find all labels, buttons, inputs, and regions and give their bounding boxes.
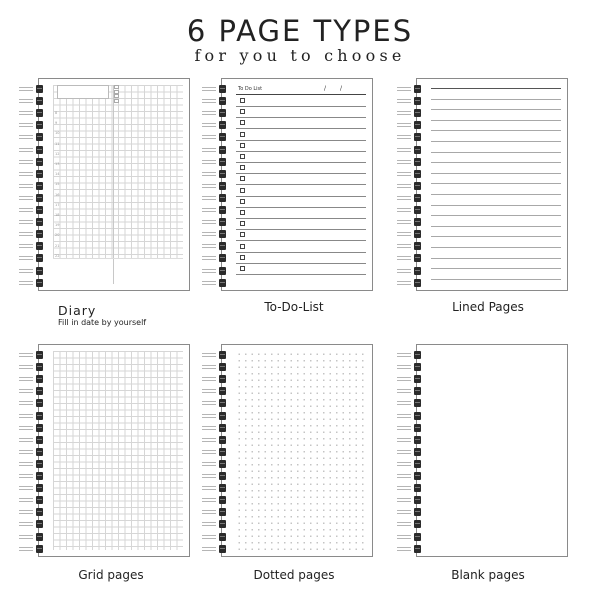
spiral-binding (397, 79, 427, 290)
spiral-ring-icon (19, 496, 49, 504)
spiral-ring-icon (397, 254, 427, 262)
todo-header (236, 85, 366, 95)
spiral-ring-icon (397, 533, 427, 541)
spiral-ring-icon (397, 351, 427, 359)
todo-row (236, 230, 366, 241)
spiral-ring-icon (19, 387, 49, 395)
ruled-line (431, 162, 561, 163)
spiral-ring-icon (19, 182, 49, 190)
spiral-ring-icon (19, 121, 49, 129)
diary-hour-label: 22 (55, 253, 60, 258)
spiral-ring-icon (202, 387, 232, 395)
spiral-ring-icon (202, 496, 232, 504)
todo-row (236, 208, 366, 219)
checkbox-icon (240, 132, 245, 137)
notebook-diary (38, 78, 190, 291)
caption-dotted: Dotted pages (253, 568, 335, 582)
checkbox-icon (240, 199, 245, 204)
caption-blank: Blank pages (451, 568, 525, 582)
notebook-blank (416, 344, 568, 557)
spiral-ring-icon (397, 508, 427, 516)
spiral-ring-icon (202, 242, 232, 250)
spiral-ring-icon (397, 267, 427, 275)
spiral-ring-icon (397, 121, 427, 129)
ruled-line (431, 215, 561, 216)
spiral-ring-icon (397, 206, 427, 214)
diary-hour-label: 8 (55, 111, 58, 115)
notebook-todo (221, 78, 373, 291)
caption-grid: Grid pages (78, 568, 144, 582)
ruled-line (431, 141, 561, 142)
todo-row (236, 152, 366, 163)
diary-divider (113, 85, 114, 284)
checkbox-icon (240, 109, 245, 114)
spiral-ring-icon (19, 533, 49, 541)
diary-hour-label: 17 (55, 202, 60, 207)
spiral-ring-icon (397, 133, 427, 141)
todo-page (236, 85, 366, 284)
ruled-line (431, 152, 561, 153)
ruled-line (431, 268, 561, 269)
spiral-ring-icon (202, 375, 232, 383)
spiral-ring-icon (202, 484, 232, 492)
checkbox-icon (240, 188, 245, 193)
spiral-ring-icon (19, 218, 49, 226)
spiral-ring-icon (202, 85, 232, 93)
checkbox-icon (240, 143, 245, 148)
spiral-ring-icon (202, 218, 232, 226)
diary-hour-label: 19 (55, 223, 60, 228)
spiral-ring-icon (202, 436, 232, 444)
spiral-ring-icon (19, 424, 49, 432)
spiral-ring-icon (397, 85, 427, 93)
spiral-ring-icon (19, 170, 49, 178)
spiral-ring-icon (202, 399, 232, 407)
spiral-ring-icon (19, 279, 49, 287)
spiral-ring-icon (202, 508, 232, 516)
spiral-ring-icon (202, 254, 232, 262)
todo-header-label: To Do List (238, 86, 263, 92)
diary-hour-label: 9 (55, 121, 58, 126)
spiral-ring-icon (397, 460, 427, 468)
spiral-ring-icon (19, 133, 49, 141)
caption-todo: To-Do-List (264, 300, 324, 314)
ruled-line (431, 173, 561, 174)
spiral-ring-icon (202, 460, 232, 468)
spiral-ring-icon (202, 448, 232, 456)
spiral-ring-icon (202, 158, 232, 166)
todo-row (236, 197, 366, 208)
spiral-ring-icon (19, 363, 49, 371)
todo-row (236, 174, 366, 185)
checkbox-icon (240, 244, 245, 249)
spiral-ring-icon (202, 121, 232, 129)
todo-row (236, 141, 366, 152)
spiral-ring-icon (397, 279, 427, 287)
spiral-ring-icon (397, 194, 427, 202)
diary-hour-label: 10 (55, 131, 60, 136)
todo-row (236, 130, 366, 141)
spiral-ring-icon (397, 412, 427, 420)
checkbox-icon (240, 210, 245, 215)
spiral-ring-icon (19, 158, 49, 166)
dotted-page (236, 351, 366, 550)
blank-page (431, 351, 561, 550)
diary-hour-label: 16 (55, 192, 60, 197)
spiral-ring-icon (19, 109, 49, 117)
ruled-line (431, 99, 561, 100)
checkbox-icon (240, 232, 245, 237)
ruled-line (431, 109, 561, 110)
spiral-ring-icon (19, 472, 49, 480)
spiral-ring-icon (202, 545, 232, 553)
spiral-ring-icon (202, 267, 232, 275)
spiral-ring-icon (397, 146, 427, 154)
diary-hour-label: 13 (55, 162, 60, 166)
spiral-ring-icon (202, 363, 232, 371)
ruled-line (431, 183, 561, 184)
caption-lined: Lined Pages (452, 300, 524, 314)
checkbox-icon (240, 165, 245, 170)
spiral-ring-icon (397, 242, 427, 250)
todo-date-marks: / / (324, 85, 348, 92)
spiral-ring-icon (202, 170, 232, 178)
todo-row (236, 242, 366, 253)
diary-notes-area (53, 258, 183, 284)
spiral-ring-icon (397, 496, 427, 504)
todo-row (236, 253, 366, 264)
spiral-ring-icon (202, 206, 232, 214)
todo-row (236, 107, 366, 118)
caption-diary-sublabel: Fill in date by yourself (58, 318, 147, 327)
spiral-ring-icon (397, 520, 427, 528)
spiral-ring-icon (19, 520, 49, 528)
ruled-line (431, 120, 561, 121)
spiral-ring-icon (397, 182, 427, 190)
ruled-line (431, 226, 561, 227)
spiral-ring-icon (202, 520, 232, 528)
spiral-ring-icon (202, 182, 232, 190)
spiral-ring-icon (19, 436, 49, 444)
spiral-binding (19, 79, 49, 290)
spiral-ring-icon (397, 109, 427, 117)
spiral-ring-icon (397, 158, 427, 166)
checkbox-icon (240, 176, 245, 181)
spiral-ring-icon (397, 448, 427, 456)
todo-row (236, 219, 366, 230)
spiral-ring-icon (397, 484, 427, 492)
ruled-line (431, 236, 561, 237)
spiral-ring-icon (397, 363, 427, 371)
spiral-ring-icon (19, 194, 49, 202)
spiral-ring-icon (397, 170, 427, 178)
diary-checkboxes (114, 85, 119, 103)
ruled-line (431, 258, 561, 259)
spiral-ring-icon (19, 448, 49, 456)
spiral-ring-icon (202, 97, 232, 105)
todo-row (236, 264, 366, 275)
todo-row (236, 186, 366, 197)
spiral-ring-icon (19, 146, 49, 154)
spiral-ring-icon (19, 206, 49, 214)
diary-hour-label: 20 (55, 233, 60, 238)
spiral-ring-icon (397, 375, 427, 383)
spiral-ring-icon (397, 218, 427, 226)
spiral-ring-icon (19, 484, 49, 492)
spiral-ring-icon (202, 133, 232, 141)
spiral-ring-icon (202, 109, 232, 117)
lined-page (431, 85, 561, 284)
spiral-ring-icon (397, 399, 427, 407)
spiral-ring-icon (202, 412, 232, 420)
spiral-ring-icon (19, 254, 49, 262)
spiral-ring-icon (397, 97, 427, 105)
notebook-grid (38, 344, 190, 557)
diary-hour-label: 21 (55, 243, 60, 248)
spiral-ring-icon (19, 351, 49, 359)
todo-row (236, 96, 366, 107)
spiral-ring-icon (202, 472, 232, 480)
spiral-ring-icon (19, 230, 49, 238)
spiral-ring-icon (397, 472, 427, 480)
spiral-ring-icon (202, 351, 232, 359)
spiral-ring-icon (397, 424, 427, 432)
spiral-ring-icon (202, 279, 232, 287)
spiral-binding (19, 345, 49, 556)
spiral-ring-icon (19, 412, 49, 420)
spiral-ring-icon (19, 267, 49, 275)
grid-page (53, 351, 183, 550)
notebook-lined (416, 78, 568, 291)
diary-page (53, 85, 183, 284)
checkbox-icon (240, 221, 245, 226)
spiral-ring-icon (397, 230, 427, 238)
spiral-ring-icon (19, 375, 49, 383)
spiral-ring-icon (19, 242, 49, 250)
spiral-binding (202, 345, 232, 556)
spiral-ring-icon (397, 545, 427, 553)
checkbox-icon (240, 255, 245, 260)
spiral-ring-icon (19, 508, 49, 516)
diary-hour-label: 15 (55, 182, 60, 187)
spiral-ring-icon (202, 533, 232, 541)
checkbox-icon (240, 98, 245, 103)
diary-date-box (57, 85, 109, 99)
ruled-line (431, 194, 561, 195)
ruled-line (431, 279, 561, 280)
caption-diary (58, 300, 146, 327)
ruled-line (431, 205, 561, 206)
spiral-ring-icon (202, 194, 232, 202)
diary-hour-label: 14 (55, 172, 60, 177)
checkbox-icon (240, 266, 245, 271)
notebook-dotted (221, 344, 373, 557)
spiral-binding (397, 345, 427, 556)
checkbox-icon (240, 154, 245, 159)
spiral-ring-icon (19, 460, 49, 468)
checkbox-icon (240, 120, 245, 125)
spiral-ring-icon (202, 146, 232, 154)
spiral-ring-icon (19, 399, 49, 407)
spiral-ring-icon (397, 436, 427, 444)
spiral-ring-icon (202, 230, 232, 238)
todo-row (236, 163, 366, 174)
diary-hour-label: 12 (55, 151, 60, 156)
ruled-line (431, 247, 561, 248)
ruled-line (431, 130, 561, 131)
page-title: 6 PAGE TYPES (186, 14, 414, 48)
todo-row (236, 118, 366, 129)
diary-hour-label: 11 (55, 141, 60, 146)
diary-hour-label: 18 (55, 213, 60, 217)
spiral-binding (202, 79, 232, 290)
page-subtitle: for you to choose (194, 46, 406, 65)
spiral-ring-icon (202, 424, 232, 432)
spiral-ring-icon (397, 387, 427, 395)
ruled-line (431, 88, 561, 89)
caption-diary-label: Diary (58, 303, 97, 318)
spiral-ring-icon (19, 97, 49, 105)
spiral-ring-icon (19, 545, 49, 553)
spiral-ring-icon (19, 85, 49, 93)
